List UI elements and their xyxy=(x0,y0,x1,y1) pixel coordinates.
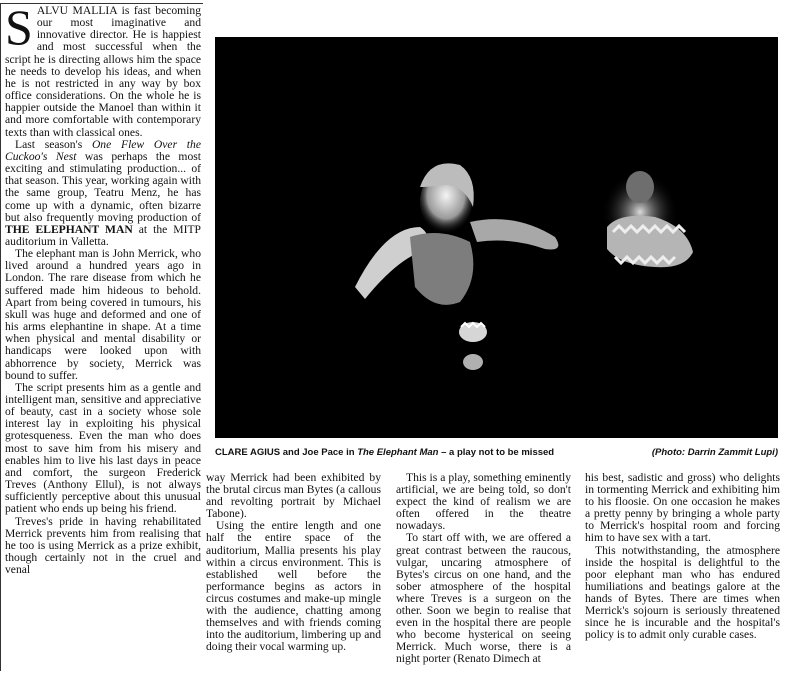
caption-rest: – a play not to be missed xyxy=(438,447,555,458)
paragraph-last-season xyxy=(5,139,201,248)
caption-text xyxy=(215,447,554,458)
intro-text: ALVU MALLIA is fast becoming our most imaginative and innovative director. He is happiest and most successful when the script he is directing allows him the space he needs to develop his ideas, and when he is not restricted in any way by box office considerations. On the whole he is happier outside the Manoel than within it and more comfortable with contemporary texts than with classical ones. xyxy=(5,4,201,139)
paragraph-treves: Treves's pride in having rehabilitated Merrick prevents him from realising that he too is using Merrick as a prize exhibit, though certainly not in the cruel and venal xyxy=(5,514,201,577)
sidebar-column xyxy=(5,0,201,577)
paragraph-intro xyxy=(5,0,201,139)
caption-play-title: The Elephant Man xyxy=(357,447,439,458)
text-run: at the MITP auditorium in Valletta. xyxy=(5,222,201,248)
paragraph-script: The script presents him as a gentle and intelligent man, sensitive and appreciative of beauty, cast in a society whose sole interest lay in exploiting his physical grotesqueness. Even the man who does most to save him from his misery and enables him to live his last days in peace and comfort, the surgeon Frederick Treves (Anthony Ellul), is not always sufficiently perceptive about this unusual patient who ends up being his friend. xyxy=(5,380,201,516)
paragraph-artificial: This is a play, something eminently artificial, we are being told, so don't expect the kind of realism we are often offered in the theatre nowadays. xyxy=(396,471,571,533)
paragraph-contrast: To start off with, we are offered a great contrast between the raucous, vulgar, uncaring atmosphere of Bytes's circus on one hand, and the sober atmosphere of the hospital where Treves is a surgeon on the other. Soon we begin to realise that even in the hospital there are people who become hysterical on seeing Merrick. Much worse, there is a night porter (Renato Dimech at xyxy=(396,531,571,666)
article-column-3 xyxy=(396,472,571,666)
text-run: was perhaps the most exciting and stimulating production... of that season. This year, working again with the same group, Teatru Menz, he has come up with a dynamic, often bizarre but also frequently moving production of xyxy=(5,149,201,224)
text-run: Last season's xyxy=(15,137,92,151)
stage-photo-image xyxy=(215,37,778,438)
title-cuckoos-nest: One Flew Over the Cuckoo's Nest xyxy=(5,137,201,163)
drop-cap: S xyxy=(5,0,33,55)
paragraph-merrick: The elephant man is John Merrick, who lived around a hundred years ago in London. The rare disease from which he suffered made him hideous to behold. Apart from being covered in tumours, his skull was huge and deformed and one of his arms elephantine in shape. At a time when physical and mental disability or handicaps were looked upon with abhorrence by society, Merrick was bound to suffer. xyxy=(5,247,201,382)
article-column-4 xyxy=(585,472,780,641)
photo-credit: (Photo: Darrin Zammit Lupi) xyxy=(651,447,778,458)
paragraph-continued: way Merrick had been exhibited by the brutal circus man Bytes (a callous and revolting portrait by Michael Tabone). xyxy=(206,471,381,521)
article-column-2 xyxy=(206,472,381,653)
caption-names: CLARE AGIUS and Joe Pace in xyxy=(215,447,358,458)
production-photo xyxy=(215,37,778,438)
paragraph-hospital: This notwithstanding, the atmosphere inside the hospital is delightful to the poor elephant man who has endured humiliations and beatings galore at the hands of Bytes. There are times when Merrick's sojourn is seriously threatened since he is incurable and the hospital's policy is to admit only curable cases. xyxy=(585,543,780,642)
paragraph-staging: Using the entire length and one half the entire space of the auditorium, Mallia presents his play within a circus environment. This is established well before the performance begins as actors in circus costumes and make-up mingle with the audience, chatting among themselves and with friends coming into the auditorium, limbering up and doing their vocal warming up. xyxy=(206,519,381,654)
paragraph-porter: his best, sadistic and gross) who delights in tormenting Merrick and exhibiting him to his floosie. On one occasion he makes a pretty penny by bringing a whole party to Merrick's hospital room and forcing him to have sex with a tart. xyxy=(585,471,780,545)
play-title: THE ELEPHANT MAN xyxy=(5,222,133,236)
